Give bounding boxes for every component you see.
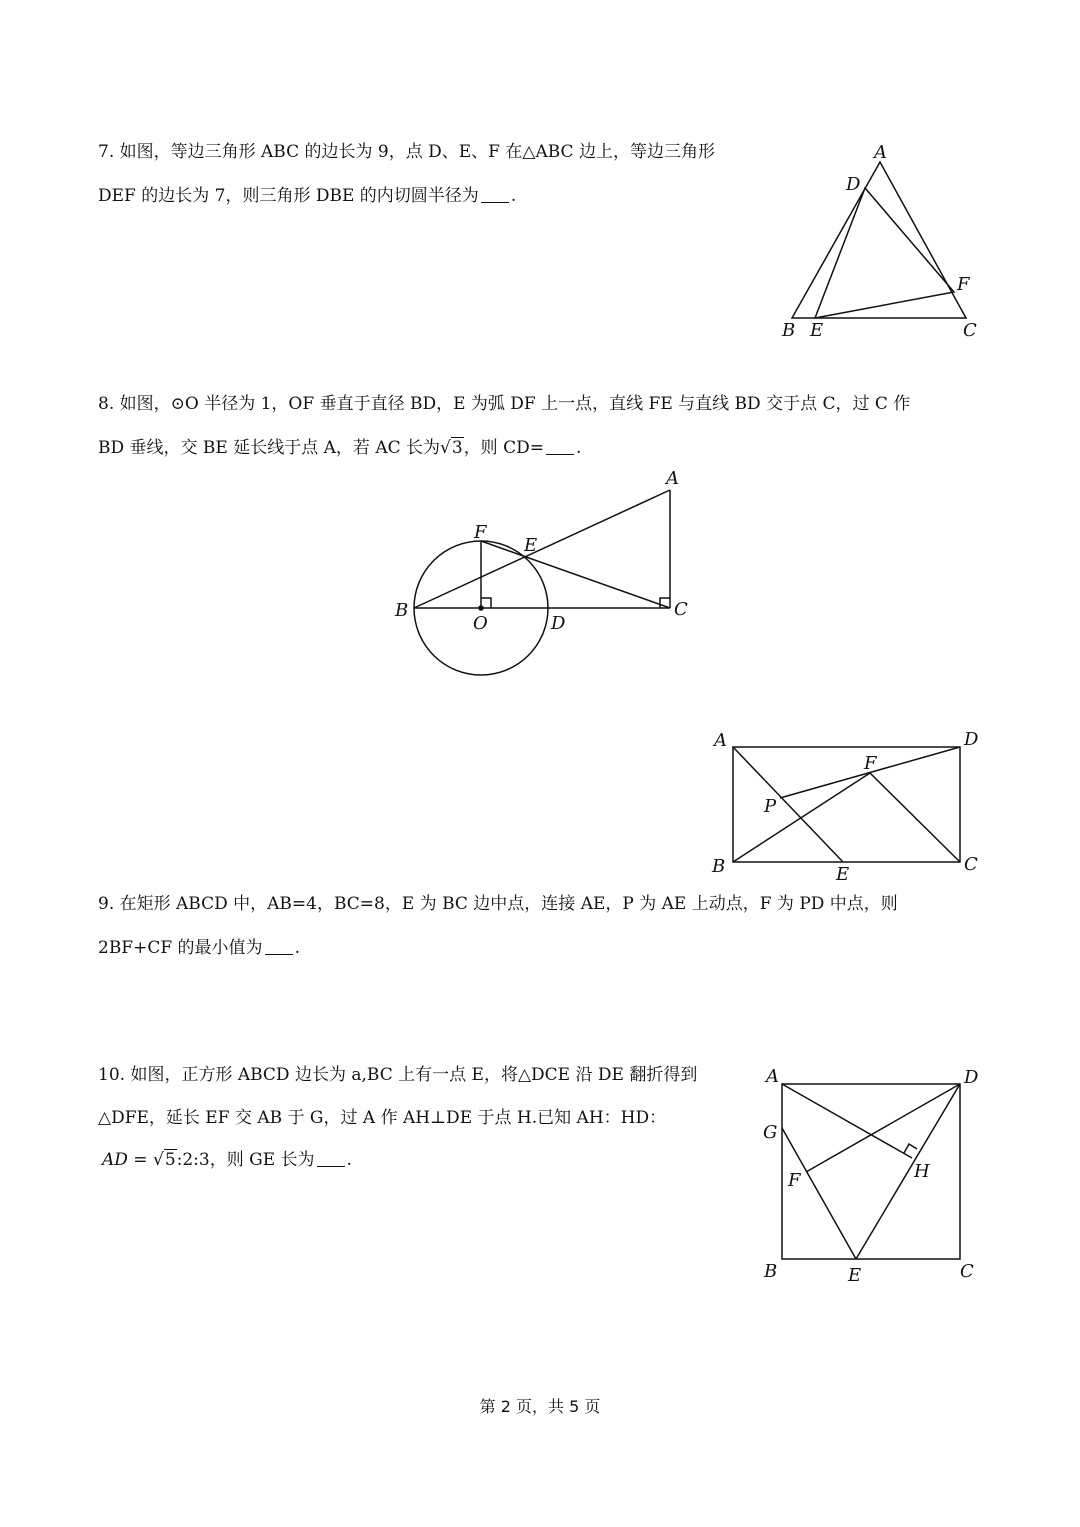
label-D: D <box>846 174 861 195</box>
page-number-footer: 第 2 页，共 5 页 <box>479 1397 601 1416</box>
segment-de <box>856 1084 960 1259</box>
label-E: E <box>848 1265 862 1286</box>
q10-line-3-text: ，则 GE 长为 <box>209 1150 315 1170</box>
q10-line-2: △DFE，延长 EF 交 AB 于 G，过 A 作 AH⊥DE 于点 H.已知 AH：HD： <box>98 1108 667 1128</box>
q8-line-2-end: . <box>575 438 582 458</box>
q8-line-2 <box>98 436 581 460</box>
figure-q7-triangle <box>770 140 990 350</box>
answer-blank <box>481 186 509 203</box>
label-G: G <box>763 1122 778 1143</box>
label-O: O <box>473 613 488 634</box>
answer-blank <box>317 1150 345 1167</box>
label-A: A <box>666 468 679 489</box>
q7-line-1: 7. 如图，等边三角形 ABC 的边长为 9，点 D、E、F 在△ABC 边上，等边三角形 <box>98 142 715 162</box>
label-B: B <box>764 1261 778 1282</box>
segment-fc <box>481 541 670 608</box>
q9-line-1: 9. 在矩形 ABCD 中，AB=4，BC=8，E 为 BC 边中点，连接 AE，P 为 AE 上动点，F 为 PD 中点，则 <box>98 894 898 914</box>
label-D: D <box>964 729 979 750</box>
label-E: E <box>524 535 538 556</box>
label-C: C <box>964 854 978 875</box>
label-F: F <box>788 1170 801 1191</box>
segment-ba <box>414 490 670 608</box>
q7-line-2-end: . <box>510 186 517 206</box>
label-D: D <box>964 1067 979 1088</box>
q8-line-2-mid: ，则 CD= <box>463 438 544 458</box>
label-A: A <box>874 142 887 163</box>
right-angle-mark-h <box>904 1144 917 1153</box>
segment-fc <box>870 773 960 862</box>
center-point-o <box>479 606 483 610</box>
label-F: F <box>474 522 487 543</box>
q10-ratio: :2:3 <box>176 1150 210 1170</box>
segment-df <box>806 1084 960 1172</box>
sqrt-radicand: 5 <box>164 1150 176 1170</box>
q8-line-2-text: BD 垂线，交 BE 延长线于点 A，若 AC 长为 <box>98 438 441 458</box>
sqrt-radicand: 3 <box>451 438 463 458</box>
segment-ge <box>782 1128 856 1259</box>
segment-ae <box>733 747 843 862</box>
sqrt-expression: √3 <box>440 438 463 458</box>
figure-q9-rectangle <box>705 725 995 885</box>
label-D: D <box>551 613 566 634</box>
segment-ah <box>782 1084 912 1158</box>
q9-line-2 <box>98 936 300 960</box>
q10-line-1: 10. 如图，正方形 ABCD 边长为 a,BC 上有一点 E，将△DCE 沿 DE 翻折得到 <box>98 1065 698 1085</box>
label-C: C <box>960 1261 974 1282</box>
label-H: H <box>914 1161 930 1182</box>
label-B: B <box>712 856 726 877</box>
q10-line-3-end: . <box>346 1150 352 1170</box>
q9-line-2-end: . <box>294 938 300 958</box>
label-B: B <box>395 600 409 621</box>
label-P: P <box>764 796 777 817</box>
label-E: E <box>810 320 824 341</box>
q10-line-3 <box>102 1148 352 1172</box>
q10-ad-expression: AD = <box>102 1150 148 1170</box>
q8-line-1: 8. 如图，⊙O 半径为 1，OF 垂直于直径 BD，E 为弧 DF 上一点，直线 FE 与直线 BD 交于点 C，过 C 作 <box>98 394 911 414</box>
q9-line-2-text: 2BF+CF 的最小值为 <box>98 938 263 958</box>
label-B: B <box>782 320 796 341</box>
q7-line-2-text: DEF 的边长为 7，则三角形 DBE 的内切圆半径为 <box>98 186 479 206</box>
label-C: C <box>674 599 688 620</box>
figure-q10-square <box>755 1060 990 1290</box>
label-E: E <box>836 864 850 885</box>
sqrt-expression: √5 <box>152 1150 176 1170</box>
q7-line-2 <box>98 184 516 208</box>
label-A: A <box>766 1066 779 1087</box>
label-F: F <box>957 274 970 295</box>
label-A: A <box>714 730 727 751</box>
triangle-def <box>815 188 954 318</box>
answer-blank <box>546 438 574 455</box>
label-F: F <box>864 753 877 774</box>
segment-bf <box>733 773 870 862</box>
answer-blank <box>265 938 293 955</box>
label-C: C <box>963 320 977 341</box>
figure-q8-circle <box>390 465 700 680</box>
